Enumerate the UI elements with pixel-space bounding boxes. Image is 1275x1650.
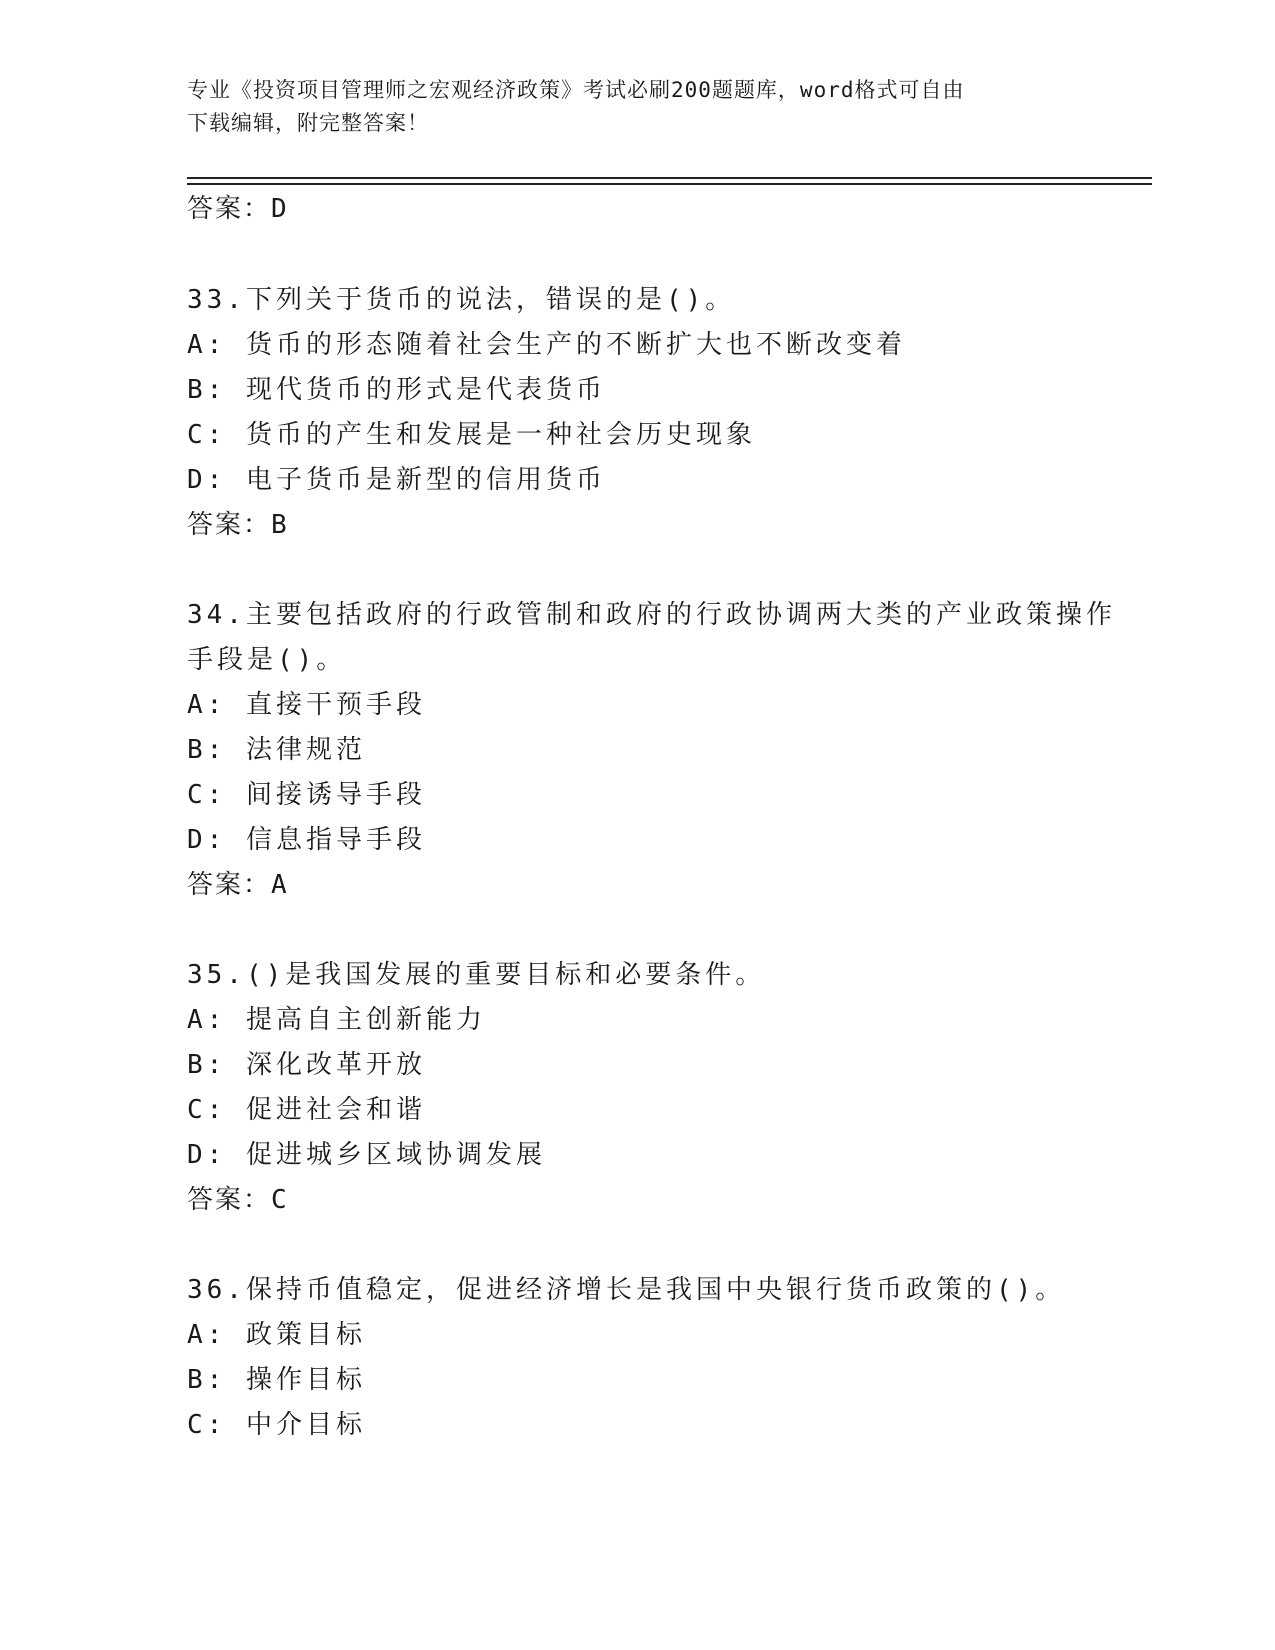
header-rule-top (187, 177, 1152, 179)
question-35-stem: 35.()是我国发展的重要目标和必要条件。 (187, 960, 766, 990)
answer-32: 答案：D (187, 194, 289, 224)
question-35-option-d: D: 促进城乡区域协调发展 (187, 1140, 546, 1170)
question-33-option-c: C: 货币的产生和发展是一种社会历史现象 (187, 420, 756, 450)
question-34-option-b: B: 法律规范 (187, 735, 366, 765)
answer-33: 答案：B (187, 510, 289, 540)
answer-35: 答案：C (187, 1185, 289, 1215)
question-34-stem-line-2: 手段是()。 (187, 645, 347, 675)
question-35-option-c: C: 促进社会和谐 (187, 1095, 426, 1125)
question-36-option-a: A: 政策目标 (187, 1320, 366, 1350)
header-rule-bottom (187, 183, 1152, 185)
question-33-option-d: D: 电子货币是新型的信用货币 (187, 465, 606, 495)
question-34-stem-line-1: 34.主要包括政府的行政管制和政府的行政协调两大类的产业政策操作 (187, 600, 1116, 630)
question-33-stem: 33.下列关于货币的说法，错误的是()。 (187, 285, 736, 315)
question-36-option-c: C: 中介目标 (187, 1410, 366, 1440)
answer-34: 答案：A (187, 870, 289, 900)
question-36-stem: 36.保持币值稳定，促进经济增长是我国中央银行货币政策的()。 (187, 1275, 1066, 1305)
question-35-option-a: A: 提高自主创新能力 (187, 1005, 486, 1035)
header-line-2: 下载编辑，附完整答案！ (187, 111, 429, 135)
question-34-option-d: D: 信息指导手段 (187, 825, 426, 855)
question-34-option-a: A: 直接干预手段 (187, 690, 426, 720)
question-33-option-b: B: 现代货币的形式是代表货币 (187, 375, 606, 405)
question-33-option-a: A: 货币的形态随着社会生产的不断扩大也不断改变着 (187, 330, 906, 360)
question-35-option-b: B: 深化改革开放 (187, 1050, 426, 1080)
header-line-1: 专业《投资项目管理师之宏观经济政策》考试必刷200题题库，word格式可自由 (187, 78, 965, 102)
question-36-option-b: B: 操作目标 (187, 1365, 366, 1395)
document-header (187, 74, 1087, 140)
question-34-option-c: C: 间接诱导手段 (187, 780, 426, 810)
